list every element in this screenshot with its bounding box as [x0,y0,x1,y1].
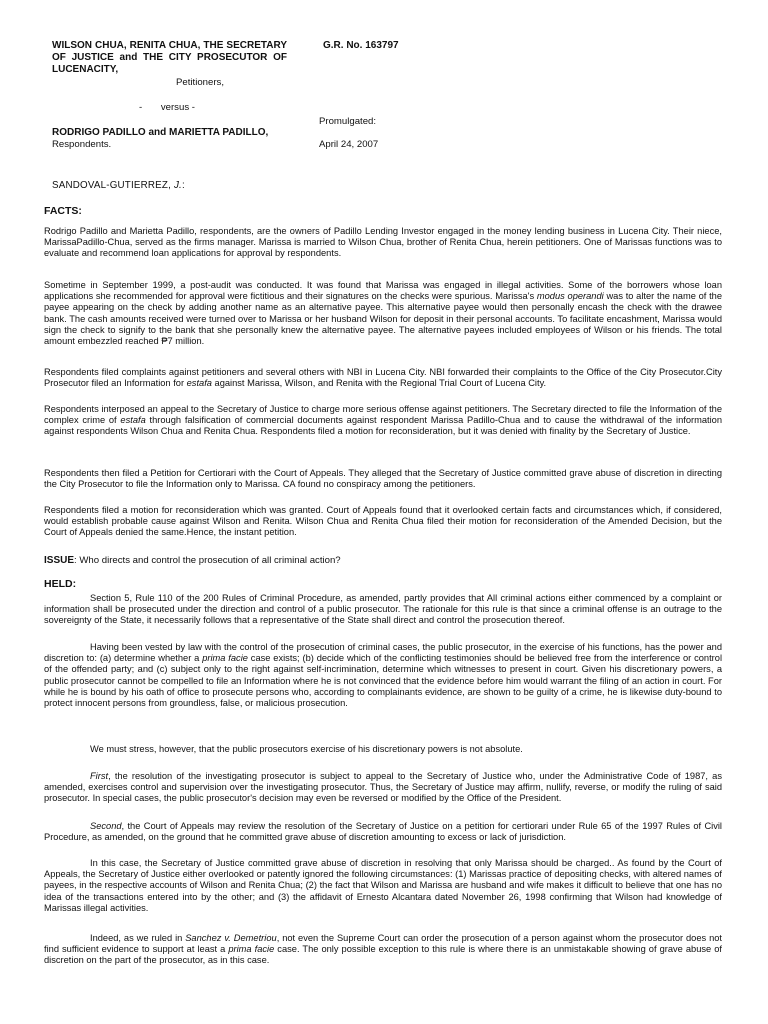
facts-paragraph-2: Sometime in September 1999, a post-audit was conducted. It was found that Marissa was engaged in illegal activities. Some of the borrowers whose loan applications she recommended for approval were fictitious and their signatures on the checks were spurious. Marissa's modus operandi was to alter the name of the payee appearing on the check by adding another name as an alternative payee. This alternative payee would then personally encash the check with the drawee bank. The cash amounts received were turned over to Marissa or her husband Wilson for deposit in their personal accounts. To facilitate encashment, Marissa would sign the check to signify to the bank that she personally knew the alternative payee. The alternative payees included employees of Wilson or his friends. The total amount embezzled reached ₱7 million. [44,280,723,347]
held-paragraph-6: In this case, the Secretary of Justice committed grave abuse of discretion in resolving that only Marissa should be charged.. As found by the Court of Appeals, the Secretary of Justice either overlooked or patently ignored the following circumstances: (1) Marissas practice of depositing checks, with altered names of payees, in the respective accounts of Wilson and Renita Chua; (2) the fact that Wilson and Marissa are husband and wife makes it difficult to believe that one has no idea of the transactions entered into by the other; and (3) the affidavit of Ernesto Alcantara dated November 26, 1998 confirming that Wilson had knowledge of Marissas illegal activities. [44,858,722,913]
promulgation-date: April 24, 2007 [319,139,379,150]
gr-number: G.R. No. 163797 [323,40,399,51]
issue-text: : Who directs and control the prosecution of all criminal action? [74,555,341,566]
versus-label: - versus - [139,102,195,113]
respondents-label: Respondents. [52,139,112,150]
facts-paragraph-3: Respondents filed complaints against petitioners and several others with NBI in Lucena City. NBI forwarded their complaints to the Office of the City Prosecutor.City Prosecutor filed an Information for estafa against Marissa, Wilson, and Renita with the Regional Trial Court of Lucena City. [44,367,722,389]
promulgated-label: Promulgated: [319,116,377,127]
facts-paragraph-5: Respondents then filed a Petition for Certiorari with the Court of Appeals. They alleged that the Secretary of Justice committed grave abuse of discretion in directing the City Prosecutor to file the Information only to Marissa. CA found no conspiracy among the petitioners. [44,468,722,490]
held-heading: HELD: [44,578,77,590]
held-paragraph-1: Section 5, Rule 110 of the 200 Rules of Criminal Procedure, as amended, partly provides that All criminal actions either commenced by a complaint or information shall be prosecuted under the direction and control of a public prosecutor. The rationale for this rule is that since a criminal offense is an outrage to the sovereignty of the State, it necessarily follows that a representative of the State shall direct and control the prosecution thereof. [44,593,722,626]
ponente: SANDOVAL-GUTIERREZ, J.: [52,180,185,191]
petitioners-label: Petitioners, [176,77,224,88]
held-paragraph-2: Having been vested by law with the control of the prosecution of criminal cases, the public prosecutor, in the exercise of his functions, has the power and discretion to: (a) determine whether a prima facie case exists; (b) decide which of the conflicting testimonies should be believed free from the interference or control of the offended party; and (c) subject only to the right against self-incrimination, determine which witnesses to present in court. Given his discretionary powers, a public prosecutor cannot be compelled to file an Information where he is not convinced that the evidence before him would warrant the filing of an action in court. For while he is bound by his oath of office to prosecute persons who, according to complainants evidence, are shown to be guilty of a crime, he is likewise duty-bound to protect innocent persons from groundless, false, or malicious prosecution. [44,642,723,709]
facts-heading: FACTS: [44,205,82,217]
facts-paragraph-6: Respondents filed a motion for reconsideration which was granted. Court of Appeals found that it overlooked certain facts and circumstances which, if considered, would establish probable cause against Wilson and Renita. Wilson Chua and Renita Chua filed their motion for reconsideration of the Amended Decision, but the Court of Appeals denied the same.Hence, the instant petition. [44,505,722,538]
facts-paragraph-4: Respondents interposed an appeal to the Secretary of Justice to charge more serious offense against petitioners. The Secretary directed to file the Information of the complex crime of estafa through falsification of commercial documents against respondent Marissa Padillo-Chua and to cause the withdrawal of the information against respondents Wilson Chua and Renita Chua. Respondents filed a motion for reconsideration, but it was denied with finality by the Secretary of Justice. [44,404,722,437]
held-paragraph-7: Indeed, as we ruled in Sanchez v. Demetriou, not even the Supreme Court can order the prosecution of a person against whom the prosecutor does not find sufficient evidence to support at least a prima facie case. The only possible exception to this rule is where there is an unmistakable showing of grave abuse of discretion on the part of the prosecutor, as in this case. [44,933,723,966]
petitioners-names: WILSON CHUA, RENITA CHUA, THE SECRETARY OF JUSTICE and THE CITY PROSECUTOR OF LUCENACITY, [52,40,287,75]
document-page [44,0,722,1024]
issue-line [44,555,341,566]
held-paragraph-4: First, the resolution of the investigating prosecutor is subject to appeal to the Secretary of Justice who, under the Administrative Code of 1987, as amended, exercises control and supervision over the investigating prosecutor. Thus, the Secretary of Justice may affirm, nullify, reverse, or modify the ruling of said prosecutor. In special cases, the public prosecutor's decision may even be reversed or modified by the Office of the President. [44,771,722,804]
facts-paragraph-1: Rodrigo Padillo and Marietta Padillo, respondents, are the owners of Padillo Lending Investor engaged in the money lending business in Lucena City. Their niece, MarissaPadillo-Chua, served as the firms manager. Marissa is married to Wilson Chua, brother of Renita Chua, herein petitioners. One of Marissas functions was to evaluate and recommend loan applications for approval by respondents. [44,226,722,259]
issue-label: ISSUE [44,555,75,566]
held-paragraph-5: Second, the Court of Appeals may review the resolution of the Secretary of Justice on a petition for certiorari under Rule 65 of the 1997 Rules of Civil Procedure, as amended, on the ground that he committed grave abuse of discretion amounting to excess or lack of jurisdiction. [44,821,722,843]
respondents-names: RODRIGO PADILLO and MARIETTA PADILLO, [52,127,269,138]
held-paragraph-3: We must stress, however, that the public prosecutors exercise of his discretionary powers is not absolute. [90,744,523,754]
